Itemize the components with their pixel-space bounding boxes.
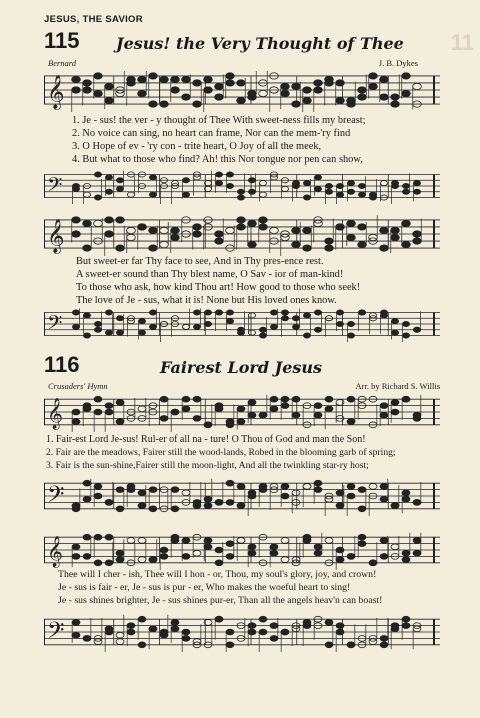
lyric-line: 4. But what to those who find? Ah! this Nor tongue nor pen can show, (72, 154, 363, 165)
svg-text:𝄢: 𝄢 (47, 482, 65, 514)
hymn-title-115: Jesus! the Very Thought of Thee (116, 34, 404, 53)
staff-bass-116b (44, 612, 440, 652)
lyric-line: 1. Fair-est Lord Je-sus! Rul-er of all na - ture! O Thou of God and man the Son! (46, 434, 366, 445)
lyric-line: The love of Je - sus, what it is! None but His loved ones know. (76, 295, 337, 306)
composer-116: Arr. by Richard S. Willis (355, 381, 440, 391)
svg-text:𝄢: 𝄢 (47, 618, 65, 650)
tune-name-115: Bernard (48, 58, 77, 68)
staff-treble-115a (44, 68, 440, 112)
lyric-line: But sweet-er far Thy face to see, And in Thy pres-ence rest. (76, 256, 324, 267)
lyric-line: 1. Je - sus! the ver - y thought of Thee With sweet-ness fills my breast; (72, 115, 366, 126)
lyric-line: 3. Fair is the sun-shine,Fairer still the moon-light, And all the twinkling star-ry host; (46, 460, 369, 471)
lyric-line: Thee will I cher - ish, Thee will I hon - or, Thou, my soul's glory, joy, and crown! (58, 569, 377, 580)
hymn-number-115: 115 (44, 28, 80, 53)
composer-115: J. B. Dykes (378, 58, 418, 68)
hymn-number-116: 116 (44, 352, 80, 377)
lyric-line: Je - sus shines brighter, Je - sus shines pur-er, Than all the angels heav'n can boast! (58, 595, 383, 606)
staff-treble-115b (44, 212, 440, 256)
lyric-line: 2. No voice can sing, no heart can frame, Nor can the mem-'ry find (72, 128, 351, 139)
svg-text:𝄞: 𝄞 (47, 74, 65, 109)
staff-bass-116a (44, 476, 440, 516)
svg-text:𝄢: 𝄢 (47, 173, 63, 202)
staff-bass-115a (44, 168, 440, 204)
lyric-line: A sweet-er sound than Thy blest name, O Sav - ior of man-kind! (76, 269, 344, 280)
svg-text:𝄢: 𝄢 (47, 311, 63, 340)
lyric-line: 3. O Hope of ev - 'ry con - trite heart, O Joy of all the meek, (72, 141, 322, 152)
bleed-through-number: 11 (450, 30, 474, 55)
lyric-line: To those who ask, how kind Thou art! How good to those who seek! (76, 282, 361, 293)
lyric-line: 2. Fair are the meadows, Fairer still the wood-lands, Robed in the blooming garb of spring; (46, 447, 396, 458)
staff-treble-116b (44, 530, 440, 570)
tune-name-116: Crusaders' Hymn (48, 381, 108, 391)
svg-text:𝄞: 𝄞 (47, 398, 63, 430)
hymn-title-116: Fairest Lord Jesus (160, 358, 323, 377)
staff-treble-116a (44, 392, 440, 432)
section-header: JESUS, THE SAVIOR (44, 14, 143, 25)
svg-text:𝄞: 𝄞 (47, 536, 63, 568)
svg-text:𝄞: 𝄞 (47, 218, 65, 253)
staff-bass-115b (44, 306, 440, 342)
lyric-line: Je - sus is fair - er, Je - sus is pur - er, Who makes the woeful heart to sing! (58, 582, 351, 593)
